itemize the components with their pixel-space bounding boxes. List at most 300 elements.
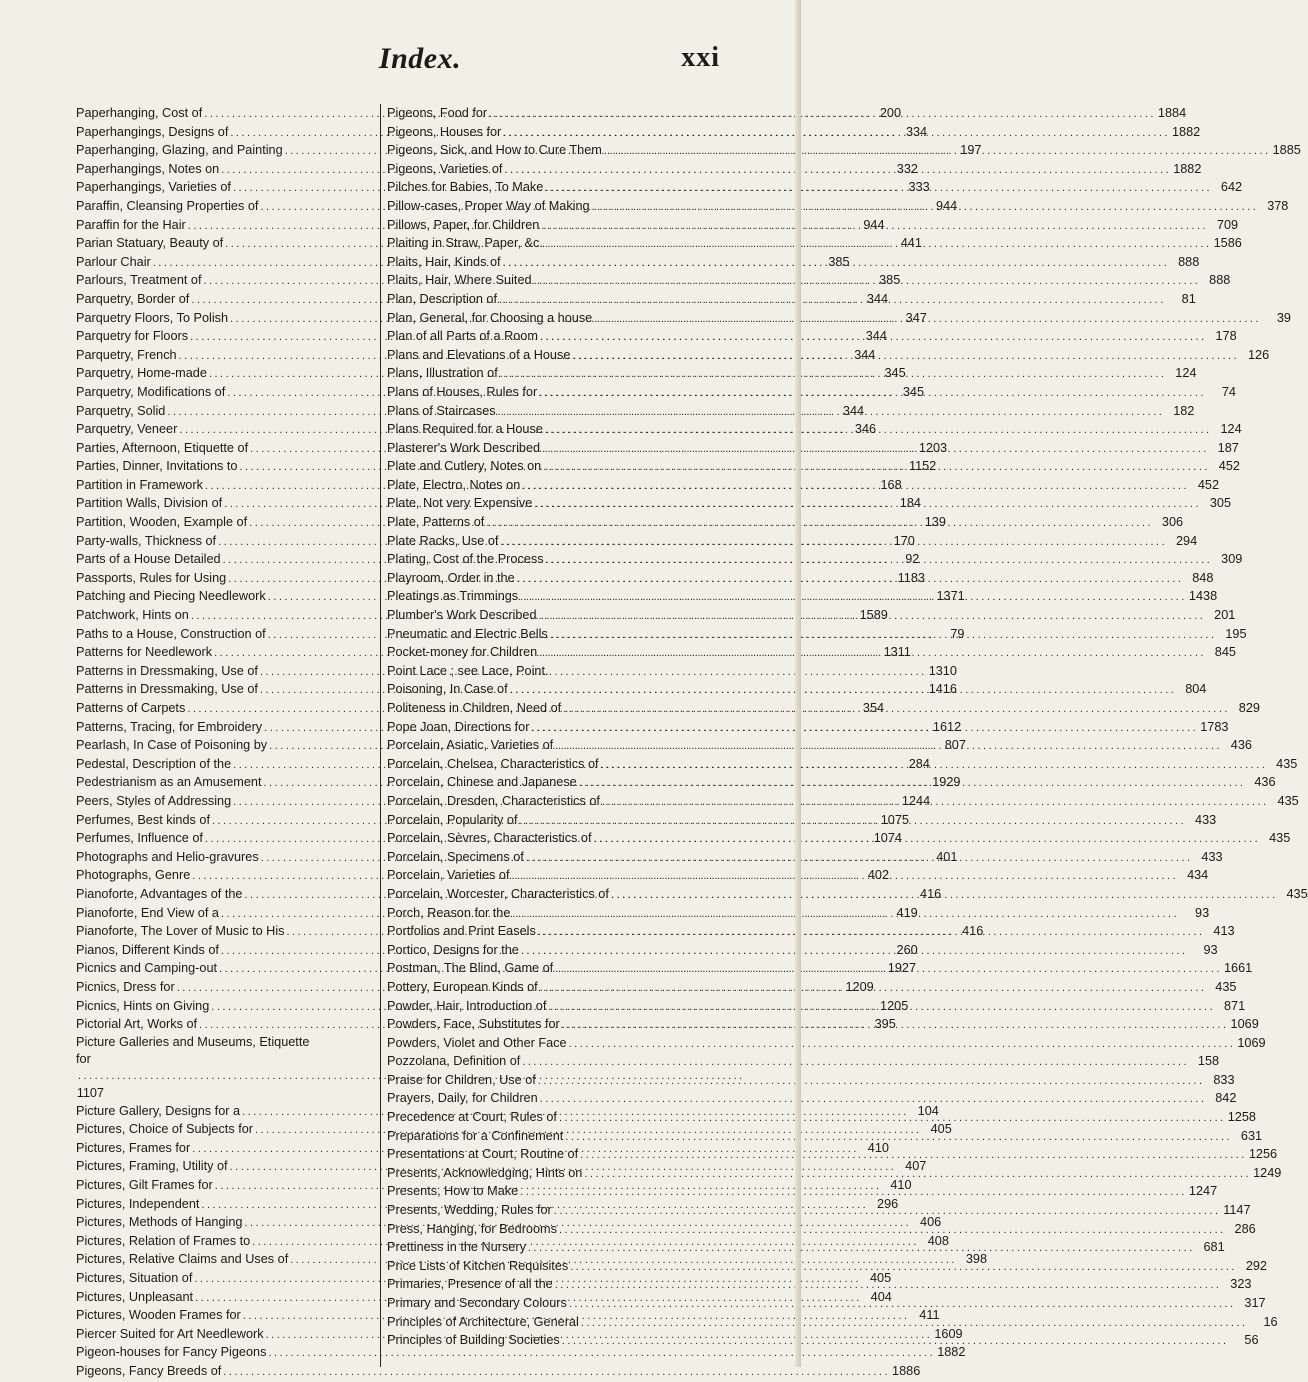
entry-page-number: 170 bbox=[893, 533, 915, 548]
entry-page-number: 1152 bbox=[908, 459, 937, 474]
entry-page-number: 1882 bbox=[1173, 161, 1202, 176]
entry-page-number: 833 bbox=[1213, 1072, 1235, 1087]
entry-text: Playroom, Order in the bbox=[387, 570, 515, 585]
entry-page-number: 829 bbox=[1238, 701, 1260, 715]
entry-text: Pocket-money for Children bbox=[387, 645, 538, 660]
entry-text: Presents, How to Make bbox=[387, 1184, 519, 1199]
entry-text: Picnics, Dress for bbox=[76, 979, 175, 994]
dot-leader bbox=[539, 607, 1206, 626]
entry-page-number: 79 bbox=[950, 626, 965, 641]
entry-page-number: 1069 bbox=[1230, 1017, 1259, 1032]
entry-page-number: 124 bbox=[1175, 366, 1197, 381]
entry-text: Paperhanging, Glazing, and Painting bbox=[76, 143, 283, 158]
entry-text: Plaits, Hair, Kinds of bbox=[387, 254, 501, 269]
entry-text: Paraffin for the Hair bbox=[76, 217, 186, 232]
entry-text: Partition Walls, Division of bbox=[76, 496, 223, 511]
entry-text: Plate, Not very Expensive bbox=[387, 496, 533, 511]
entry-page-number: 871 bbox=[1223, 998, 1246, 1013]
entry-text: Porcelain, Chelsea, Characteristics of bbox=[387, 756, 599, 771]
entry-page-number: 1147 bbox=[1223, 1203, 1251, 1218]
entry-text: Party-walls, Thickness of bbox=[76, 533, 217, 548]
dot-leader bbox=[572, 347, 1239, 366]
entry-text: Pictures, Relation of Frames to bbox=[76, 1233, 251, 1248]
entry-text: Plate Racks, Use of bbox=[387, 533, 499, 548]
dot-leader bbox=[541, 217, 1208, 236]
dot-leader bbox=[594, 830, 1261, 849]
dot-leader bbox=[500, 365, 1167, 384]
entry-page-number: 406 bbox=[920, 1215, 942, 1230]
entry-text: Parts of a House Detailed bbox=[76, 552, 221, 567]
entry-page-number: 944 bbox=[936, 198, 958, 213]
entry-text: Parquetry, Solid bbox=[76, 403, 166, 418]
entry-text: Pedestal, Description of the bbox=[76, 756, 232, 771]
entry-page-number: 405 bbox=[869, 1271, 892, 1286]
dot-leader bbox=[546, 551, 1213, 570]
dot-leader bbox=[604, 142, 1271, 161]
entry-page-number: 284 bbox=[908, 756, 930, 771]
entry-page-number: 344 bbox=[842, 403, 865, 418]
entry-page-number: 1586 bbox=[1213, 236, 1242, 251]
entry-text: Plans Required for a House bbox=[387, 422, 543, 437]
entry-text: Plans, Illustration of bbox=[387, 366, 498, 381]
dot-leader bbox=[503, 254, 1170, 273]
entry-text: Pigeons, Fancy Breeds of bbox=[76, 1364, 222, 1378]
entry-page-number: 345 bbox=[902, 384, 925, 399]
entry-text: Plans of Houses, Rules for bbox=[387, 384, 538, 399]
entry-page-number: 848 bbox=[1192, 570, 1214, 585]
entry-page-number: 411 bbox=[919, 1308, 940, 1323]
entry-page-number: 344 bbox=[854, 347, 876, 362]
dot-leader bbox=[545, 235, 1212, 254]
entry-page-number: 139 bbox=[924, 515, 946, 530]
entry-page-number: 395 bbox=[874, 1017, 896, 1032]
dot-leader bbox=[542, 440, 1209, 459]
entry-text: Prettiness in the Nursery bbox=[387, 1240, 526, 1255]
entry-text: Powders, Violet and Other Face bbox=[387, 1035, 567, 1050]
entry-text: Pneumatic and Electric Bells bbox=[387, 626, 548, 641]
entry-text: Pigeon-houses for Fancy Pigeons bbox=[76, 1345, 267, 1360]
entry-page-number: 1205 bbox=[880, 998, 909, 1013]
entry-page-number: 92 bbox=[905, 552, 920, 567]
entry-text: Politeness in Children, Need of bbox=[387, 701, 562, 715]
entry-text: Parties, Dinner, Invitations to bbox=[76, 459, 238, 474]
entry-page-number: 124 bbox=[1220, 422, 1242, 437]
entry-text: Precedence at Court, Rules of bbox=[387, 1110, 557, 1125]
index-entry bbox=[387, 1089, 1237, 1108]
dot-leader bbox=[540, 1090, 1207, 1109]
entry-text: Presentations at Court, Routine of bbox=[387, 1147, 579, 1162]
entry-page-number: 1783 bbox=[1200, 719, 1229, 734]
entry-text: Pigeons, Varieties of bbox=[387, 161, 503, 176]
index-entry bbox=[76, 1343, 966, 1362]
entry-page-number: 1258 bbox=[1227, 1110, 1256, 1125]
entry-text: Pianoforte, The Lover of Music to His bbox=[76, 924, 285, 939]
entry-page-number: 81 bbox=[1181, 291, 1196, 306]
entry-text: Picture Gallery, Designs for a bbox=[76, 1103, 241, 1118]
entry-text: Patterns in Dressmaking, Use of bbox=[76, 682, 258, 697]
dot-leader bbox=[528, 1239, 1195, 1258]
entry-text: Paraffin, Cleansing Properties of bbox=[76, 198, 259, 213]
dot-leader bbox=[499, 291, 1166, 310]
entry-page-number: 1069 bbox=[1237, 1035, 1266, 1050]
dot-leader bbox=[555, 737, 1222, 756]
entry-text: Plan of all Parts of a Room bbox=[387, 329, 538, 344]
dot-leader bbox=[579, 774, 1246, 793]
entry-text: Poisoning, In Case of bbox=[387, 682, 508, 697]
dot-leader bbox=[594, 310, 1261, 329]
entry-text: Press, Hanging, for Bedrooms bbox=[387, 1221, 557, 1236]
entry-page-number: 294 bbox=[1176, 533, 1198, 548]
entry-text: Picture Galleries and Museums, Etiquette bbox=[76, 1034, 310, 1049]
dot-leader bbox=[486, 514, 1153, 533]
entry-text: Pictures, Choice of Subjects for bbox=[76, 1122, 253, 1137]
entry-page-number: 286 bbox=[1234, 1221, 1256, 1236]
page-title: Index. bbox=[378, 42, 462, 75]
entry-page-number: 346 bbox=[854, 422, 877, 437]
entry-page-number: 807 bbox=[944, 738, 966, 753]
entry-text: Perfumes, Best kinds of bbox=[76, 812, 210, 827]
entry-text: Peers, Styles of Addressing bbox=[76, 793, 232, 808]
dot-leader bbox=[545, 421, 1212, 440]
entry-page-number: 1661 bbox=[1223, 961, 1253, 976]
entry-page-number: 709 bbox=[1216, 217, 1239, 232]
page-edge bbox=[795, 0, 801, 1367]
entry-page-number: 1609 bbox=[934, 1326, 963, 1341]
entry-text: Pictures, Framing, Utility of bbox=[76, 1159, 228, 1174]
entry-text: Porcelain, Popularity of bbox=[387, 812, 518, 827]
entry-text: Principles of Architecture, General bbox=[387, 1314, 579, 1329]
entry-text: Pictures, Wooden Frames for bbox=[76, 1308, 241, 1323]
entry-page-number: 642 bbox=[1220, 180, 1243, 195]
entry-page-number: 1209 bbox=[845, 979, 874, 994]
entry-text: Paperhanging, Cost of bbox=[76, 106, 203, 120]
dot-leader bbox=[538, 923, 1205, 942]
entry-page-number: 1247 bbox=[1188, 1184, 1218, 1199]
entry-text: Pictures, Methods of Hanging bbox=[76, 1215, 243, 1230]
entry-text: Porcelain, Varieties of bbox=[387, 868, 510, 883]
entry-page-number: 435 bbox=[1286, 886, 1308, 901]
entry-page-number: 1074 bbox=[873, 831, 902, 846]
dot-leader bbox=[538, 1072, 1205, 1091]
dot-leader bbox=[522, 1053, 1189, 1072]
entry-page-number: 1882 bbox=[1172, 124, 1201, 139]
entry-text: Pictures, Independent bbox=[76, 1196, 200, 1211]
entry-page-number: 201 bbox=[1214, 608, 1236, 623]
entry-page-number: 1183 bbox=[897, 570, 925, 585]
entry-text: Plaits, Hair, Where Suited bbox=[387, 273, 532, 288]
entry-text: Plate, Electro, Notes on bbox=[387, 477, 521, 492]
dot-leader bbox=[570, 1258, 1237, 1277]
entry-page-number: 436 bbox=[1230, 738, 1252, 753]
entry-text: Piercer Suited for Art Needlework bbox=[76, 1326, 264, 1341]
entry-page-number: 184 bbox=[899, 496, 921, 511]
entry-page-number: 441 bbox=[900, 236, 922, 251]
entry-text: Porcelain, Asiatic, Varieties of bbox=[387, 738, 554, 753]
dot-leader bbox=[522, 477, 1189, 496]
entry-page-number: 416 bbox=[962, 924, 984, 939]
entry-text: Patchwork, Hints on bbox=[76, 608, 189, 623]
dot-leader bbox=[545, 179, 1212, 198]
entry-text: Price Lists of Kitchen Requisites bbox=[387, 1258, 569, 1273]
entry-page-number: 1107 bbox=[76, 1085, 104, 1100]
entry-page-number: 306 bbox=[1161, 515, 1184, 530]
entry-page-number: 416 bbox=[920, 886, 942, 901]
entry-text: Porcelain, Sèvres, Characteristics of bbox=[387, 831, 592, 846]
entry-text: Pictures, Situation of bbox=[76, 1271, 193, 1286]
index-entry bbox=[387, 1052, 1220, 1071]
index-entry bbox=[76, 1034, 368, 1102]
entry-page-number: 1927 bbox=[887, 961, 917, 976]
entry-page-number: 385 bbox=[879, 273, 901, 288]
dot-leader bbox=[611, 886, 1278, 905]
index-entry bbox=[76, 1362, 921, 1381]
entry-page-number: 407 bbox=[905, 1159, 927, 1174]
dot-leader bbox=[534, 272, 1201, 291]
dot-leader bbox=[584, 1165, 1251, 1184]
entry-text: Powders, Face, Substitutes for bbox=[387, 1017, 560, 1032]
entry-text: Principles of Building Societies bbox=[387, 1333, 560, 1348]
entry-text: Patterns, Tracing, for Embroidery bbox=[76, 719, 263, 734]
entry-text: Porcelain, Specimens of bbox=[387, 849, 524, 864]
dot-leader bbox=[569, 1035, 1236, 1054]
entry-text: Point Lace ; see Lace, Point. bbox=[387, 663, 549, 678]
entry-text: Perfumes, Influence of bbox=[76, 831, 203, 846]
entry-page-number: 401 bbox=[936, 849, 958, 864]
dot-leader bbox=[602, 793, 1269, 812]
entry-page-number: 344 bbox=[865, 329, 887, 344]
entry-page-number: 944 bbox=[863, 217, 885, 232]
entry-page-number: 1256 bbox=[1248, 1147, 1278, 1162]
entry-text: Porcelain, Chinese and Japanese bbox=[387, 775, 577, 790]
entry-page-number: 435 bbox=[1277, 793, 1299, 808]
dot-leader bbox=[565, 1128, 1232, 1147]
entry-page-number: 1589 bbox=[859, 608, 888, 623]
entry-text: Portfolios and Print Easels bbox=[387, 924, 536, 939]
dot-leader bbox=[554, 1202, 1221, 1221]
dot-leader bbox=[534, 495, 1201, 514]
entry-text: Photographs and Helio-gravures bbox=[76, 849, 259, 864]
entry-text: Primaries, Presence of all the bbox=[387, 1277, 553, 1292]
entry-text: Parquetry, French bbox=[76, 347, 177, 362]
entry-page-number: 1929 bbox=[932, 775, 961, 790]
index-entry bbox=[387, 1071, 1235, 1090]
entry-page-number: 260 bbox=[896, 942, 918, 957]
entry-text: Plate and Cutlery, Notes on bbox=[387, 459, 542, 474]
entry-page-number: 344 bbox=[866, 291, 889, 306]
entry-page-number: 292 bbox=[1245, 1258, 1267, 1273]
entry-text: Parties, Afternoon, Etiquette of bbox=[76, 440, 249, 455]
entry-text: Portico, Designs for the bbox=[387, 942, 519, 957]
entry-page-number: 410 bbox=[867, 1140, 889, 1155]
entry-text: Parquetry for Floors bbox=[76, 329, 189, 344]
entry-page-number: 126 bbox=[1247, 347, 1270, 362]
entry-page-number: 200 bbox=[879, 106, 902, 120]
entry-text: Patterns for Needlework bbox=[76, 645, 213, 660]
dot-leader bbox=[562, 1016, 1229, 1035]
entry-page-number: 378 bbox=[1267, 198, 1289, 213]
entry-page-number: 888 bbox=[1209, 273, 1231, 288]
entry-page-number: 402 bbox=[867, 868, 890, 883]
dot-leader bbox=[540, 328, 1207, 347]
entry-page-number: 845 bbox=[1214, 645, 1236, 660]
entry-page-number: 434 bbox=[1187, 868, 1209, 883]
entry-text: Parian Statuary, Beauty of bbox=[76, 236, 224, 251]
entry-text: Prayers, Daily, for Children bbox=[387, 1091, 538, 1106]
entry-text: Pottery, European Kinds of bbox=[387, 979, 538, 994]
entry-page-number: 842 bbox=[1215, 1091, 1237, 1106]
entry-page-number: 385 bbox=[828, 254, 850, 269]
entry-page-number: 39 bbox=[1276, 310, 1291, 325]
entry-text: Parquetry, Home-made bbox=[76, 366, 207, 381]
entry-page-number: 1310 bbox=[928, 663, 957, 678]
dot-leader bbox=[521, 942, 1188, 961]
entry-text: Pictures, Gilt Frames for bbox=[76, 1178, 213, 1193]
entry-page-number: 158 bbox=[1197, 1054, 1220, 1069]
entry-page-number: 74 bbox=[1221, 384, 1236, 399]
entry-page-number: 305 bbox=[1209, 496, 1232, 511]
entry-text: Plan, Description of bbox=[387, 291, 498, 306]
entry-text: Pictures, Frames for bbox=[76, 1140, 191, 1155]
entry-page-number: 1311 bbox=[883, 645, 911, 660]
dot-leader bbox=[512, 905, 1179, 924]
entry-page-number: 1438 bbox=[1188, 589, 1218, 604]
entry-page-number: 354 bbox=[862, 701, 885, 715]
dot-leader bbox=[569, 1295, 1236, 1314]
dot-leader bbox=[511, 867, 1178, 886]
entry-text: Plan, General, for Choosing a house bbox=[387, 310, 593, 325]
entry-text: Primary and Secondary Colours bbox=[387, 1296, 567, 1310]
entry-text: Pope Joan, Directions for bbox=[387, 719, 530, 734]
entry-page-number: 1885 bbox=[1272, 143, 1301, 158]
entry-text: Pictures, Unpleasant bbox=[76, 1289, 194, 1304]
entry-text: Parlour Chair bbox=[76, 254, 151, 269]
entry-page-number: 197 bbox=[960, 143, 982, 158]
entry-page-number: 410 bbox=[890, 1178, 912, 1193]
entry-page-number: 195 bbox=[1225, 626, 1247, 641]
entry-page-number: 408 bbox=[927, 1233, 949, 1248]
entry-page-number: 93 bbox=[1203, 942, 1218, 957]
entry-text: Picnics, Hints on Giving bbox=[76, 998, 210, 1013]
entry-page-number: 404 bbox=[870, 1289, 892, 1304]
entry-text: Paperhangings, Varieties of bbox=[76, 180, 231, 195]
entry-text: Partition in Framework bbox=[76, 477, 203, 492]
dot-leader bbox=[489, 105, 1156, 124]
entry-page-number: 104 bbox=[917, 1103, 939, 1118]
dot-leader bbox=[500, 533, 1167, 552]
entry-page-number: 16 bbox=[1263, 1314, 1278, 1329]
dot-leader bbox=[539, 644, 1206, 663]
entry-page-number: 296 bbox=[877, 1196, 899, 1211]
entry-page-number: 1882 bbox=[937, 1345, 966, 1360]
entry-page-number: 433 bbox=[1201, 849, 1223, 864]
entry-text: Parlours, Treatment of bbox=[76, 273, 202, 288]
dot-leader bbox=[517, 570, 1184, 589]
entry-text: Plating, Cost of the Process bbox=[387, 552, 544, 567]
entry-page-number: 1612 bbox=[932, 719, 962, 734]
entry-page-number: 345 bbox=[884, 366, 906, 381]
entry-text: Presents, Acknowledging, Hints on bbox=[387, 1165, 583, 1180]
entry-text: Patterns of Carpets bbox=[76, 701, 186, 715]
entry-page-number: 1203 bbox=[918, 440, 948, 455]
dot-leader bbox=[563, 700, 1230, 719]
entry-text-continued: for bbox=[76, 1051, 91, 1066]
index-entry bbox=[387, 662, 705, 681]
dot-leader bbox=[592, 198, 1259, 217]
dot-leader bbox=[543, 458, 1210, 477]
entry-text: Patching and Piecing Needlework bbox=[76, 589, 266, 604]
entry-text: Postman, The Blind, Game of bbox=[387, 961, 554, 976]
entry-page-number: 413 bbox=[1213, 924, 1235, 939]
entry-text: Parquetry, Veneer bbox=[76, 422, 178, 437]
page-number: xxi bbox=[681, 42, 720, 73]
entry-text: Plate, Patterns of bbox=[387, 515, 485, 530]
entry-page-number: 435 bbox=[1269, 831, 1291, 846]
dot-leader bbox=[548, 998, 1215, 1017]
entry-text: Pedestrianism as an Amusement bbox=[76, 775, 262, 790]
entry-text: Parquetry Floors, To Polish bbox=[76, 310, 229, 325]
entry-page-number: 681 bbox=[1203, 1240, 1225, 1255]
dot-leader bbox=[580, 1146, 1247, 1165]
entry-page-number: 309 bbox=[1221, 552, 1243, 567]
entry-text: Pilches for Babies, To Make bbox=[387, 180, 544, 195]
entry-page-number: 323 bbox=[1230, 1277, 1252, 1292]
entry-text: Presents, Wedding, Rules for bbox=[387, 1203, 552, 1218]
entry-text: Powder, Hair, Introduction of bbox=[387, 998, 547, 1013]
entry-page-number: 435 bbox=[1215, 979, 1237, 994]
entry-page-number: 187 bbox=[1217, 440, 1239, 455]
entry-text: Pleatings as Trimmings bbox=[387, 589, 519, 604]
entry-page-number: 1244 bbox=[901, 793, 931, 808]
entry-page-number: 419 bbox=[896, 905, 918, 920]
entry-text: Pianoforte, End View of a bbox=[76, 905, 219, 920]
entry-page-number: 168 bbox=[880, 477, 902, 492]
entry-page-number: 1249 bbox=[1253, 1165, 1282, 1180]
entry-page-number: 56 bbox=[1244, 1333, 1259, 1348]
dot-leader bbox=[531, 719, 1198, 738]
entry-text: Porcelain, Worcester, Characteristics of bbox=[387, 886, 609, 901]
entry-text: Pigeons, Sick, and How to Cure Them bbox=[387, 143, 602, 158]
entry-page-number: 452 bbox=[1197, 477, 1220, 492]
entry-text: Pianos, Different Kinds of bbox=[76, 942, 219, 957]
entry-page-number: 1075 bbox=[880, 812, 909, 827]
entry-text: Porcelain, Dresden, Characteristics of bbox=[387, 793, 600, 808]
entry-text: Paths to a House, Construction of bbox=[76, 626, 266, 641]
entry-text: Paperhangings, Designs of bbox=[76, 124, 229, 139]
entry-page-number: 888 bbox=[1178, 254, 1200, 269]
entry-text: Praise for Children, Use of bbox=[387, 1072, 536, 1087]
entry-text: Pianoforte, Advantages of the bbox=[76, 886, 243, 901]
entry-text: Partition, Wooden, Example of bbox=[76, 515, 248, 530]
dot-leader bbox=[601, 756, 1268, 775]
dot-leader bbox=[550, 626, 1217, 645]
dot-leader bbox=[555, 960, 1222, 979]
entry-text: Plans and Elevations of a House bbox=[387, 347, 571, 362]
entry-page-number: 93 bbox=[1195, 905, 1210, 920]
page-header bbox=[120, 42, 720, 82]
entry-page-number: 804 bbox=[1185, 682, 1207, 697]
dot-leader bbox=[540, 979, 1207, 998]
entry-text: Pictorial Art, Works of bbox=[76, 1017, 198, 1032]
dot-leader bbox=[519, 812, 1186, 831]
entry-text: Pigeons, Houses for bbox=[387, 124, 502, 139]
dot-leader bbox=[510, 681, 1177, 700]
entry-text: Plumber's Work Described bbox=[387, 608, 537, 623]
entry-text: Pillows, Paper, for Children bbox=[387, 217, 540, 232]
entry-page-number: 405 bbox=[930, 1122, 952, 1137]
entry-page-number: 1371 bbox=[936, 589, 965, 604]
entry-text: Plasterer's Work Described bbox=[387, 440, 541, 455]
entry-page-number: 631 bbox=[1240, 1128, 1263, 1143]
